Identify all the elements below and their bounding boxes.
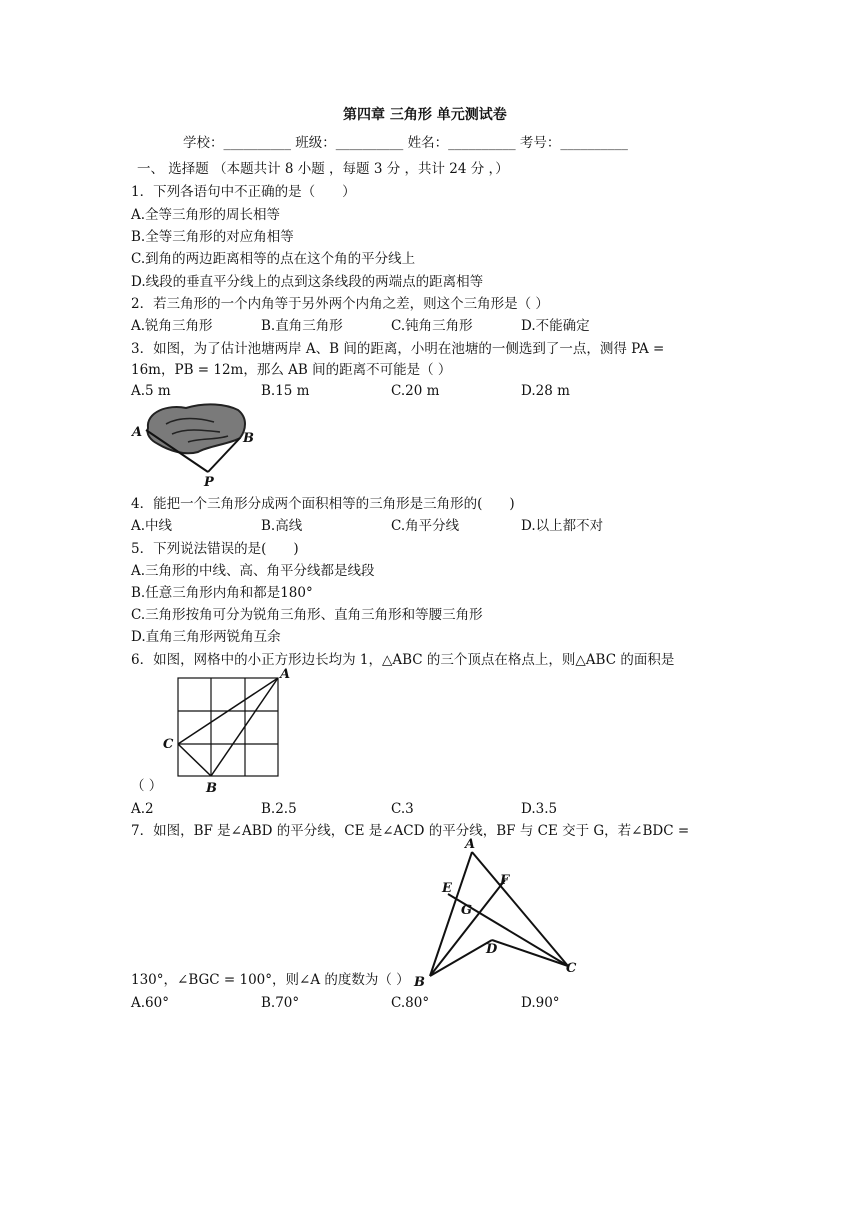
q2-option-c: C.钝角三角形 [391,318,473,334]
q2-option-a: A.锐角三角形 [131,318,213,334]
q2-option-d: D.不能确定 [521,318,590,334]
q4-option-a: A.中线 [131,518,173,534]
angle-label-g: G [461,903,473,918]
student-info-line: 学校：__________ 班级：__________ 姓名：__________ 考号：__________ [183,135,628,151]
q7-option-d: D.90° [521,995,560,1011]
grid-label-b: B [206,781,217,796]
angle-label-b: B [414,975,425,990]
q7-option-b: B.70° [261,995,300,1011]
q5-stem: 5．下列说法错误的是( ) [131,541,299,557]
pond-label-b: B [243,431,254,446]
grid-figure [160,666,300,796]
angle-label-a: A [465,837,476,852]
q3-stem-line1: 3．如图，为了估计池塘两岸 A、B 间的距离，小明在池塘的一侧选到了一点，测得 PA = [131,341,665,357]
grid-label-c: C [163,737,174,752]
q6-option-a: A.2 [131,801,154,817]
pond-label-a: A [132,425,143,440]
q1-option-b: B.全等三角形的对应角相等 [131,229,294,245]
q3-option-b: B.15 m [261,383,310,399]
q1-option-a: A.全等三角形的周长相等 [131,207,281,223]
q1-option-d: D.线段的垂直平分线上的点到这条线段的两端点的距离相等 [131,274,484,290]
q5-option-a: A.三角形的中线、高、角平分线都是线段 [131,563,375,579]
q5-option-c: C.三角形按角可分为锐角三角形、直角三角形和等腰三角形 [131,607,483,623]
q1-option-c: C.到角的两边距离相等的点在这个角的平分线上 [131,251,416,267]
q2-option-b: B.直角三角形 [261,318,343,334]
q6-stem: 6．如图，网格中的小正方形边长均为 1，△ABC 的三个顶点在格点上，则△ABC 的面积是 [131,652,675,668]
angle-figure [412,836,582,990]
q6-option-b: B.2.5 [261,801,297,817]
q3-option-a: A.5 m [131,383,171,399]
pond-label-p: P [204,475,214,490]
grid-label-a: A [280,667,291,682]
page-title: 第四章 三角形 单元测试卷 [343,107,507,123]
q3-stem-line2: 16m，PB = 12m，那么 AB 间的距离不可能是（ ） [131,362,452,378]
pond-figure [128,400,268,490]
q7-stem-line1: 7．如图，BF 是∠ABD 的平分线，CE 是∠ACD 的平分线，BF 与 CE 交于 G，若∠BDC = [131,823,690,839]
q1-stem: 1．下列各语句中不正确的是（ ） [131,184,356,200]
q2-stem: 2．若三角形的一个内角等于另外两个内角之差，则这个三角形是（ ） [131,296,549,312]
q7-option-c: C.80° [391,995,430,1011]
q6-bracket: （ ） [131,778,163,794]
angle-label-f: F [500,873,510,888]
q5-option-d: D.直角三角形两锐角互余 [131,629,281,645]
q6-option-d: D.3.5 [521,801,558,817]
angle-label-d: D [486,942,498,957]
section-heading: 一、 选择题 （本题共计 8 小题 ，每题 3 分 ，共计 24 分 ，） [137,161,509,177]
q4-stem: 4．能把一个三角形分成两个面积相等的三角形是三角形的( ) [131,496,515,512]
angle-label-e: E [442,881,452,896]
q4-option-b: B.高线 [261,518,303,534]
q5-option-b: B.任意三角形内角和都是180° [131,585,313,601]
q4-option-d: D.以上都不对 [521,518,604,534]
angle-label-c: C [566,961,577,976]
q6-option-c: C.3 [391,801,414,817]
q3-option-c: C.20 m [391,383,440,399]
q7-option-a: A.60° [131,995,169,1011]
q3-option-d: D.28 m [521,383,570,399]
q4-option-c: C.角平分线 [391,518,460,534]
q7-stem-line2: 130°，∠BGC = 100°，则∠A 的度数为（ ） [131,972,410,988]
